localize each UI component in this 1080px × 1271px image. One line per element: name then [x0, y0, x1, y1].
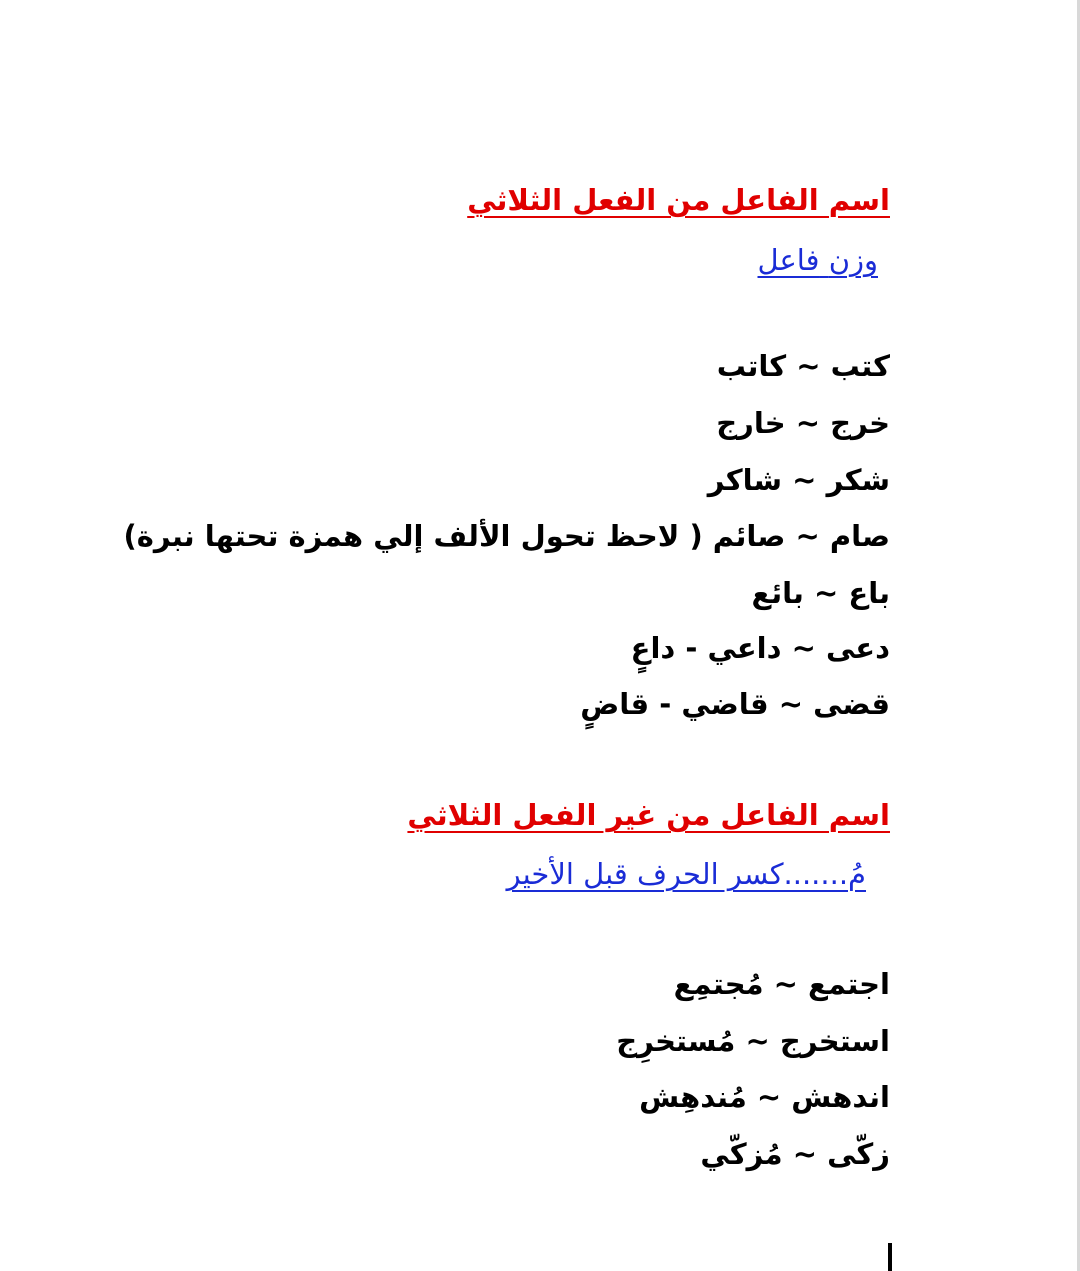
section2-rule: مُ.......كسر الحرف قبل الأخير: [506, 857, 866, 891]
example-line: استخرج ~ مُستخرِج: [616, 1024, 890, 1058]
example-line: صام ~ صائم ( لاحظ تحول الألف إلي همزة تحتها نبرة): [123, 519, 890, 553]
example-line: زكّى ~ مُزكّي: [700, 1137, 890, 1171]
example-line: اندهش ~ مُندهِش: [639, 1080, 890, 1114]
example-line: شكر ~ شاكر: [707, 463, 890, 497]
pattern-word: فاعل: [757, 243, 820, 277]
section1-title: اسم الفاعل من الفعل الثلاثي: [467, 183, 890, 217]
text-cursor: [888, 1243, 892, 1271]
pattern-prefix: وزن: [828, 243, 878, 277]
example-line: باع ~ بائع: [751, 576, 890, 610]
section2-title: اسم الفاعل من غير الفعل الثلاثي: [407, 798, 890, 832]
example-line: اجتمع ~ مُجتمِع: [673, 967, 890, 1001]
example-line: كتب ~ كاتب: [716, 349, 890, 383]
example-line: قضى ~ قاضي - قاضٍ: [580, 687, 890, 721]
example-line: دعى ~ داعي - داعٍ: [630, 631, 890, 665]
example-line: خرج ~ خارج: [716, 406, 890, 440]
section1-pattern: [757, 243, 879, 277]
